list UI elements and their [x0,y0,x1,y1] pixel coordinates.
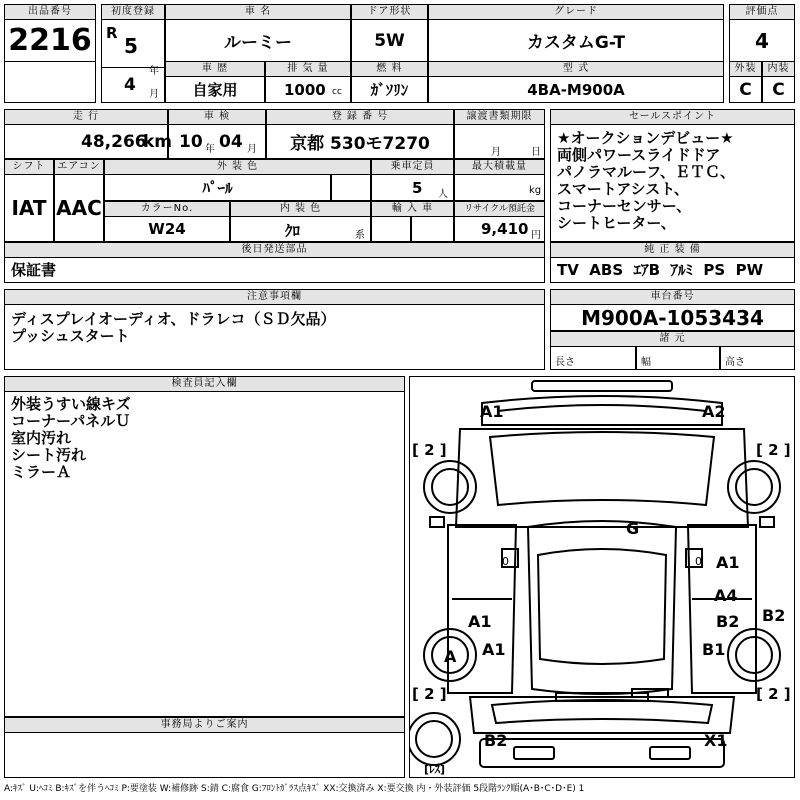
tire-front-left: [ 2 ] [412,441,447,459]
mark-right-door-rear: A4 [714,586,738,605]
displacement-value: 1000 [284,81,326,99]
lot-number: 2216 [4,19,96,62]
recycle-box [454,216,545,242]
notes-label: 注意事項欄 [4,289,545,305]
int-color-box [230,216,371,242]
mark-right-door: A1 [716,553,740,572]
grade-label: グレード [428,4,724,20]
score-label: 評価点 [729,4,795,20]
capacity-box [371,174,454,201]
car-name: ルーミー [165,19,351,62]
recycle-value: 9,410 [481,220,529,238]
inspection-year-unit: 年 [205,144,215,155]
reg-month: 4 [124,75,136,95]
displacement-label: 排 気 量 [265,61,351,77]
mark-left-wheel: A [444,647,457,666]
seat-zero-right: 0 [695,555,702,568]
later-parts-value: 保証書 [4,257,545,283]
legend-text: A:ｷｽﾞ U:ﾍｺﾐ B:ｷｽﾞを伴うﾍｺﾐ P:要塗装 W:補修跡 S:錆 C:腐食 G:ﾌﾛﾝﾄｶﾞﾗｽ点ｷｽﾞ XX:交換済み X:要交換 内・外装評価 5段階ﾗﾝｸ順(A･B･C･D･E) 1 [4,784,585,794]
dims-width-box [636,346,720,370]
reg-year-unit: 年 [149,66,159,77]
capacity-value: 5 [412,179,423,197]
mark-left-rear: A1 [482,640,506,659]
history-value: 自家用 [165,76,265,103]
mark-rear-left: B2 [484,731,508,750]
office-label: 事務局よりご案内 [4,717,405,733]
seat-outlines [502,549,702,567]
mark-rear-right: X1 [704,731,728,750]
transfer-label: 譲渡書類期限 [454,109,545,125]
mark-right-rear: B1 [702,640,726,659]
shift-value: IAT [4,174,54,242]
reg-era: R [106,24,118,42]
aircon-label: エアコン [54,159,104,175]
color-no-label: カラーNo. [104,201,230,217]
inspector-label: 検査員記入欄 [4,376,405,392]
mileage-value: 48,266 [81,132,147,152]
dims-length-box [550,346,636,370]
door-type: 5W [351,19,428,62]
import-box-2 [411,216,454,242]
mileage-label: 走 行 [4,109,168,125]
fuel-label: 燃 料 [351,61,428,77]
inspector-notes: 外装うすい線キズ コーナーパネルＵ 室内汚れ シート汚れ ミラーＡ [4,391,405,717]
aircon-value: AAC [54,174,104,242]
later-parts-label: 後日発送部品 [4,242,545,258]
transfer-day-unit: 日 [531,147,541,158]
sales-points-label: セールスポイント [550,109,795,125]
inspection-box [168,124,266,159]
mileage-unit: km [143,132,173,152]
name-label: 車 名 [165,4,351,20]
int-color-value: ｸﾛ [285,222,301,240]
reg-month-unit: 月 [149,89,159,100]
tire-rear-right: [ 2 ] [756,685,791,703]
import-label: 輸 入 車 [371,201,454,217]
mark-right-door-lower: B2 [716,612,740,631]
mark-left-door: A1 [468,612,492,631]
mark-roof: G [626,519,640,538]
ext-color-blank [331,174,371,201]
door-label: ドア形状 [351,4,428,20]
reg-label: 初度登録 [101,4,165,20]
mark-front-right: A2 [702,402,726,421]
fuel-value: ｶﾞｿﾘﾝ [351,76,428,103]
dims-length: 長さ [555,357,575,368]
capacity-label: 乗車定員 [371,159,454,175]
lot-blank [4,61,96,103]
score-value: 4 [729,19,795,62]
inspection-month-unit: 月 [247,144,257,155]
max-load-label: 最大積載量 [454,159,545,175]
grade-value: カスタムG-T [428,19,724,62]
car-diagram-svg [410,377,794,777]
displacement-box [265,76,351,103]
shift-label: シフト [4,159,54,175]
office-box [4,732,405,778]
history-label: 車 歴 [165,61,265,77]
lot-label: 出品番号 [4,4,96,20]
model-value: 4BA-M900A [428,76,724,103]
mark-right-fender: B2 [762,606,786,625]
ext-score: C [729,76,762,103]
color-no-value: W24 [104,216,230,242]
notes-text: ディスプレイオーディオ、ドラレコ（ＳＤ欠品） プッシュスタート [4,304,545,370]
car-outline [410,381,780,767]
ext-color-value: ﾊﾟｰﾙ [104,174,331,201]
transfer-month-unit: 月 [491,147,501,158]
equipment-value: TV ABS ｴｱB ｱﾙﾐ PS PW [550,257,795,283]
max-load-box [454,174,545,201]
chassis-number: M900A-1053434 [550,304,795,331]
inspection-month: 04 [219,132,243,152]
dims-label: 諸 元 [550,331,795,347]
chassis-label: 車台番号 [550,289,795,305]
int-color-label: 内 装 色 [230,201,371,217]
inspection-year: 10 [179,132,203,152]
sales-points-text: ★オークションデビュー★ 両側パワースライドドア パノラマルーフ、ＥＴＣ、 スマートアシスト、 コーナーセンサー、 シートヒーター、 [550,124,795,242]
damage-diagram [409,376,795,778]
capacity-unit: 人 [438,189,448,200]
ext-color-label: 外 装 色 [104,159,371,175]
transfer-box [454,124,545,159]
max-load-unit: kg [529,185,542,196]
int-score: C [762,76,795,103]
spare-tire-label: [ﾚｽ] [424,763,446,776]
tire-front-right: [ 2 ] [756,441,791,459]
recycle-label: リサイクル預託金 [454,201,545,217]
recycle-unit: 円 [531,230,541,241]
int-color-unit: 系 [355,230,365,241]
seat-zero-left: 0 [502,555,509,568]
tire-rear-left: [ 2 ] [412,685,447,703]
model-label: 型 式 [428,61,724,77]
inspection-label: 車 検 [168,109,266,125]
equipment-label: 純 正 装 備 [550,242,795,258]
plate-value: 京都 530モ7270 [266,124,454,159]
dims-width: 幅 [641,357,651,368]
dims-height-box [720,346,795,370]
int-score-label: 内装 [762,61,795,77]
import-box-1 [371,216,411,242]
reg-box [101,19,165,103]
mileage-box [4,124,173,159]
plate-label: 登 録 番 号 [266,109,454,125]
displacement-unit: cc [332,87,342,97]
dims-height: 高さ [725,357,745,368]
reg-year: 5 [124,34,138,58]
mark-front-left: A1 [480,402,504,421]
ext-score-label: 外装 [729,61,762,77]
